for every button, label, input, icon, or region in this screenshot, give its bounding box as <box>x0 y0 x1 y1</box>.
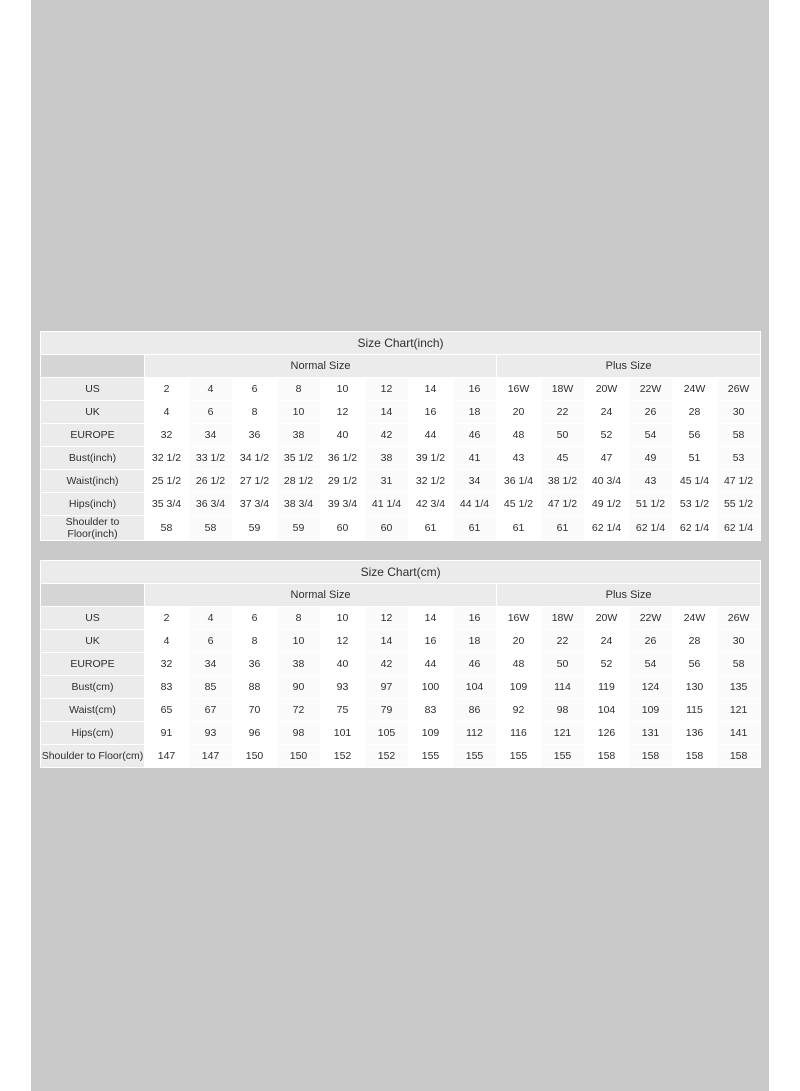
table-cell: 136 <box>673 722 717 745</box>
table-cell: 18W <box>541 378 585 401</box>
table-cell: 54 <box>629 424 673 447</box>
table-cell: 38 <box>277 653 321 676</box>
table-row <box>41 516 761 541</box>
table-row <box>41 378 761 401</box>
table-cell: 104 <box>585 699 629 722</box>
table-cell: 47 1/2 <box>717 470 761 493</box>
table-cell: 51 1/2 <box>629 493 673 516</box>
table-cell: 22W <box>629 378 673 401</box>
table-cell: 16W <box>497 607 541 630</box>
table-cell: 86 <box>453 699 497 722</box>
table-cell: 4 <box>189 607 233 630</box>
table-cell: 48 <box>497 424 541 447</box>
table-cell: 60 <box>365 516 409 541</box>
table-cell: 158 <box>717 745 761 768</box>
table-cell: 59 <box>277 516 321 541</box>
table-cell: 46 <box>453 424 497 447</box>
table-cell: 79 <box>365 699 409 722</box>
table-cell: 12 <box>365 607 409 630</box>
table-cell: 42 <box>365 424 409 447</box>
table-cell: 20W <box>585 378 629 401</box>
table-row <box>41 470 761 493</box>
table-row <box>41 722 761 745</box>
header-corner-cell <box>41 584 145 607</box>
table-cell: 98 <box>541 699 585 722</box>
table-cell: 29 1/2 <box>321 470 365 493</box>
table-cell: 26W <box>717 607 761 630</box>
table-row <box>41 630 761 653</box>
table-cell: 35 1/2 <box>277 447 321 470</box>
background-panel <box>31 0 769 1091</box>
table-cell: 6 <box>189 630 233 653</box>
table-cell: 61 <box>453 516 497 541</box>
size-chart-table <box>40 331 761 541</box>
table-cell: 18W <box>541 607 585 630</box>
table-cell: 124 <box>629 676 673 699</box>
table-cell: 38 <box>277 424 321 447</box>
table-cell: 60 <box>321 516 365 541</box>
table-cell: 14 <box>409 378 453 401</box>
table-cell: 35 3/4 <box>145 493 189 516</box>
table-cell: 10 <box>321 607 365 630</box>
table-cell: 53 1/2 <box>673 493 717 516</box>
table-cell: 22 <box>541 630 585 653</box>
table-cell: 83 <box>409 699 453 722</box>
table-cell: 43 <box>629 470 673 493</box>
table-cell: 32 1/2 <box>145 447 189 470</box>
table-cell: 34 <box>189 424 233 447</box>
table-cell: 62 1/4 <box>629 516 673 541</box>
table-cell: 8 <box>233 630 277 653</box>
table-cell: 75 <box>321 699 365 722</box>
table-cell: 27 1/2 <box>233 470 277 493</box>
size-chart-cm <box>40 560 760 768</box>
table-cell: 14 <box>365 630 409 653</box>
table-cell: 50 <box>541 424 585 447</box>
table-cell: 28 1/2 <box>277 470 321 493</box>
row-header-label: EUROPE <box>41 424 145 447</box>
table-cell: 56 <box>673 653 717 676</box>
table-cell: 100 <box>409 676 453 699</box>
table-cell: 104 <box>453 676 497 699</box>
table-cell: 62 1/4 <box>585 516 629 541</box>
table-cell: 25 1/2 <box>145 470 189 493</box>
table-cell: 4 <box>189 378 233 401</box>
row-header-label: Hips(cm) <box>41 722 145 745</box>
table-cell: 24 <box>585 630 629 653</box>
table-cell: 34 <box>189 653 233 676</box>
table-row <box>41 745 761 768</box>
table-cell: 91 <box>145 722 189 745</box>
table-cell: 98 <box>277 722 321 745</box>
table-cell: 65 <box>145 699 189 722</box>
table-cell: 2 <box>145 378 189 401</box>
table-cell: 88 <box>233 676 277 699</box>
table-cell: 67 <box>189 699 233 722</box>
table-cell: 126 <box>585 722 629 745</box>
row-header-label: Hips(inch) <box>41 493 145 516</box>
table-cell: 150 <box>233 745 277 768</box>
table-cell: 10 <box>277 630 321 653</box>
table-cell: 16 <box>409 630 453 653</box>
table-cell: 70 <box>233 699 277 722</box>
table-cell: 30 <box>717 630 761 653</box>
table-cell: 38 1/2 <box>541 470 585 493</box>
table-cell: 97 <box>365 676 409 699</box>
table-cell: 56 <box>673 424 717 447</box>
row-header-label: EUROPE <box>41 653 145 676</box>
group-header-cell: Plus Size <box>497 355 761 378</box>
table-row <box>41 653 761 676</box>
table-cell: 37 3/4 <box>233 493 277 516</box>
table-cell: 158 <box>629 745 673 768</box>
chart-title: Size Chart(inch) <box>41 332 761 355</box>
row-header-label: Bust(inch) <box>41 447 145 470</box>
table-cell: 26 <box>629 630 673 653</box>
chart-title-row <box>41 332 761 355</box>
row-header-label: Bust(cm) <box>41 676 145 699</box>
table-cell: 45 <box>541 447 585 470</box>
table-cell: 31 <box>365 470 409 493</box>
table-cell: 51 <box>673 447 717 470</box>
group-header-cell: Normal Size <box>145 584 497 607</box>
table-cell: 36 1/4 <box>497 470 541 493</box>
row-header-label: Waist(inch) <box>41 470 145 493</box>
table-cell: 6 <box>189 401 233 424</box>
table-cell: 6 <box>233 607 277 630</box>
header-corner-cell <box>41 355 145 378</box>
table-cell: 93 <box>321 676 365 699</box>
table-cell: 59 <box>233 516 277 541</box>
table-cell: 93 <box>189 722 233 745</box>
table-cell: 83 <box>145 676 189 699</box>
chart-title: Size Chart(cm) <box>41 561 761 584</box>
table-cell: 155 <box>409 745 453 768</box>
table-cell: 36 3/4 <box>189 493 233 516</box>
table-cell: 32 1/2 <box>409 470 453 493</box>
table-cell: 135 <box>717 676 761 699</box>
table-cell: 58 <box>717 424 761 447</box>
table-cell: 58 <box>189 516 233 541</box>
table-cell: 158 <box>673 745 717 768</box>
table-cell: 38 <box>365 447 409 470</box>
table-cell: 28 <box>673 630 717 653</box>
table-cell: 4 <box>145 401 189 424</box>
table-cell: 4 <box>145 630 189 653</box>
table-cell: 54 <box>629 653 673 676</box>
table-cell: 34 1/2 <box>233 447 277 470</box>
table-cell: 147 <box>145 745 189 768</box>
table-cell: 12 <box>365 378 409 401</box>
table-cell: 85 <box>189 676 233 699</box>
table-cell: 47 <box>585 447 629 470</box>
table-cell: 155 <box>497 745 541 768</box>
row-header-label: Shoulder to Floor(inch) <box>41 516 145 541</box>
table-cell: 44 1/4 <box>453 493 497 516</box>
table-cell: 112 <box>453 722 497 745</box>
table-cell: 96 <box>233 722 277 745</box>
table-cell: 114 <box>541 676 585 699</box>
table-cell: 130 <box>673 676 717 699</box>
table-cell: 58 <box>717 653 761 676</box>
table-cell: 147 <box>189 745 233 768</box>
table-cell: 16 <box>453 378 497 401</box>
table-cell: 72 <box>277 699 321 722</box>
group-header-row <box>41 355 761 378</box>
table-cell: 8 <box>277 607 321 630</box>
table-cell: 36 <box>233 424 277 447</box>
table-cell: 24 <box>585 401 629 424</box>
table-cell: 155 <box>453 745 497 768</box>
table-cell: 2 <box>145 607 189 630</box>
table-cell: 45 1/4 <box>673 470 717 493</box>
row-header-label: US <box>41 378 145 401</box>
table-row <box>41 699 761 722</box>
table-cell: 18 <box>453 630 497 653</box>
table-cell: 39 1/2 <box>409 447 453 470</box>
table-cell: 49 <box>629 447 673 470</box>
table-cell: 150 <box>277 745 321 768</box>
table-cell: 18 <box>453 401 497 424</box>
table-cell: 61 <box>541 516 585 541</box>
table-cell: 40 <box>321 653 365 676</box>
table-cell: 61 <box>409 516 453 541</box>
table-cell: 10 <box>277 401 321 424</box>
table-cell: 24W <box>673 607 717 630</box>
table-row <box>41 607 761 630</box>
table-cell: 32 <box>145 653 189 676</box>
table-cell: 40 <box>321 424 365 447</box>
table-cell: 28 <box>673 401 717 424</box>
table-cell: 152 <box>321 745 365 768</box>
table-row <box>41 447 761 470</box>
table-cell: 22W <box>629 607 673 630</box>
table-cell: 41 1/4 <box>365 493 409 516</box>
table-cell: 14 <box>409 607 453 630</box>
table-cell: 47 1/2 <box>541 493 585 516</box>
table-cell: 121 <box>717 699 761 722</box>
table-cell: 30 <box>717 401 761 424</box>
table-cell: 42 3/4 <box>409 493 453 516</box>
table-cell: 22 <box>541 401 585 424</box>
table-cell: 26W <box>717 378 761 401</box>
table-cell: 20 <box>497 630 541 653</box>
table-cell: 155 <box>541 745 585 768</box>
table-cell: 8 <box>277 378 321 401</box>
table-cell: 16W <box>497 378 541 401</box>
table-cell: 90 <box>277 676 321 699</box>
table-cell: 152 <box>365 745 409 768</box>
size-chart-inch <box>40 331 760 541</box>
table-cell: 26 <box>629 401 673 424</box>
table-cell: 42 <box>365 653 409 676</box>
table-cell: 92 <box>497 699 541 722</box>
table-row <box>41 401 761 424</box>
table-cell: 8 <box>233 401 277 424</box>
row-header-label: US <box>41 607 145 630</box>
table-cell: 34 <box>453 470 497 493</box>
table-cell: 46 <box>453 653 497 676</box>
table-cell: 38 3/4 <box>277 493 321 516</box>
table-cell: 48 <box>497 653 541 676</box>
table-cell: 44 <box>409 653 453 676</box>
table-cell: 14 <box>365 401 409 424</box>
table-cell: 20W <box>585 607 629 630</box>
table-cell: 6 <box>233 378 277 401</box>
table-cell: 119 <box>585 676 629 699</box>
table-cell: 32 <box>145 424 189 447</box>
table-cell: 41 <box>453 447 497 470</box>
table-cell: 39 3/4 <box>321 493 365 516</box>
table-cell: 109 <box>497 676 541 699</box>
table-cell: 52 <box>585 653 629 676</box>
table-cell: 55 1/2 <box>717 493 761 516</box>
table-cell: 49 1/2 <box>585 493 629 516</box>
row-header-label: UK <box>41 630 145 653</box>
table-row <box>41 424 761 447</box>
table-cell: 16 <box>453 607 497 630</box>
size-chart-table <box>40 560 761 768</box>
table-cell: 20 <box>497 401 541 424</box>
table-cell: 16 <box>409 401 453 424</box>
table-cell: 109 <box>629 699 673 722</box>
group-header-row <box>41 584 761 607</box>
table-cell: 50 <box>541 653 585 676</box>
table-cell: 158 <box>585 745 629 768</box>
table-cell: 116 <box>497 722 541 745</box>
table-cell: 10 <box>321 378 365 401</box>
table-cell: 36 1/2 <box>321 447 365 470</box>
table-cell: 62 1/4 <box>717 516 761 541</box>
table-cell: 53 <box>717 447 761 470</box>
table-cell: 36 <box>233 653 277 676</box>
table-row <box>41 493 761 516</box>
table-cell: 109 <box>409 722 453 745</box>
group-header-cell: Normal Size <box>145 355 497 378</box>
table-cell: 26 1/2 <box>189 470 233 493</box>
table-cell: 61 <box>497 516 541 541</box>
table-cell: 44 <box>409 424 453 447</box>
table-cell: 24W <box>673 378 717 401</box>
row-header-label: Shoulder to Floor(cm) <box>41 745 145 768</box>
table-cell: 58 <box>145 516 189 541</box>
table-cell: 52 <box>585 424 629 447</box>
table-cell: 121 <box>541 722 585 745</box>
table-row <box>41 676 761 699</box>
table-cell: 40 3/4 <box>585 470 629 493</box>
group-header-cell: Plus Size <box>497 584 761 607</box>
table-cell: 43 <box>497 447 541 470</box>
table-cell: 12 <box>321 401 365 424</box>
table-cell: 131 <box>629 722 673 745</box>
chart-title-row <box>41 561 761 584</box>
table-cell: 62 1/4 <box>673 516 717 541</box>
row-header-label: Waist(cm) <box>41 699 145 722</box>
table-cell: 141 <box>717 722 761 745</box>
table-cell: 12 <box>321 630 365 653</box>
table-cell: 105 <box>365 722 409 745</box>
row-header-label: UK <box>41 401 145 424</box>
table-cell: 115 <box>673 699 717 722</box>
table-cell: 33 1/2 <box>189 447 233 470</box>
table-cell: 45 1/2 <box>497 493 541 516</box>
table-cell: 101 <box>321 722 365 745</box>
